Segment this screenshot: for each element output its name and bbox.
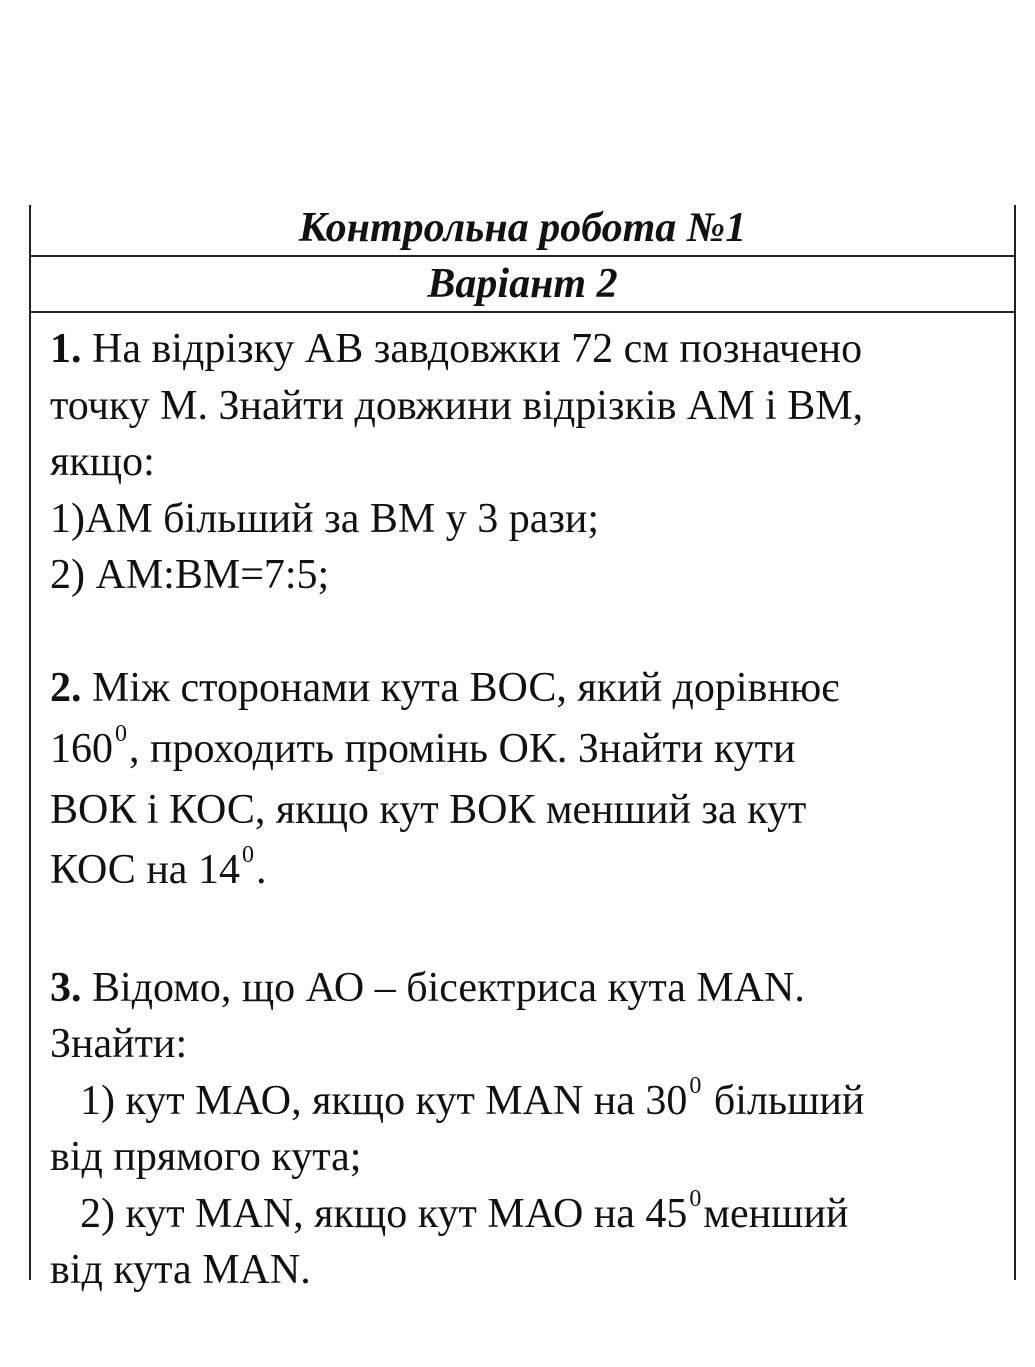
problem-1-case-2: 2) АМ:ВМ=7:5; — [50, 552, 330, 598]
problem-2: 2. Між сторонами кута ВОС, який дорівнює $160^0$, проходить промінь ОК. Знайти кути ВОК і КОС, якщо кут ВОК менший за кут КОС на $14^0$. — [50, 660, 1014, 903]
problem-1-text-line1: На відрізку АВ завдовжки 72 см позначено — [81, 326, 863, 372]
problem-2-text-line2: , проходить промінь ОК. Знайти кути — [129, 725, 796, 772]
degree-mark: 0 — [689, 1072, 702, 1099]
variant-label: Варіант 2 — [31, 257, 1014, 313]
problem-1 — [50, 321, 1014, 604]
spacer — [50, 604, 1014, 661]
spacer — [50, 903, 1014, 960]
problem-3-case-1: 1) кут МАО, якщо кут МАN на 30 — [80, 1077, 688, 1124]
degree-mark: 0 — [115, 720, 127, 747]
problem-3-text-line4: від прямого кута; — [50, 1134, 362, 1180]
problem-2-text-line3: ВОК і КОС, якщо кут ВОК менший за кут — [50, 786, 807, 833]
page-title: Контрольна робота №1 — [31, 205, 1014, 257]
problem-2-number: 2. — [50, 665, 82, 711]
test-sheet — [29, 205, 1016, 1293]
degree-mark: 0 — [689, 1185, 702, 1212]
problem-3-text-line2: Знайти: — [50, 1021, 188, 1067]
problems-list — [31, 313, 1014, 1299]
problem-3-number: 3. — [50, 964, 82, 1011]
problem-2-text-line1: Між сторонами кута ВОС, який дорівнює — [81, 665, 840, 711]
degree-mark: 0 — [241, 842, 254, 868]
problem-2-text-line4: КОС на 14 — [50, 847, 240, 893]
problem-1-text-line2: точку М. Знайти довжини відрізків АМ і ВМ, — [50, 382, 864, 429]
problem-3: 3. Відомо, що АО – бісектриса кута МАN. Знайти: 1) кут МАО, якщо кут МАN на $30^0$ більший від прямого кута; 2) кут МАN, якщо кут МАО на $45^0менший$ від кута МАN. — [50, 960, 1014, 1299]
problem-3-text-line1: Відомо, що АО – бісектриса кута МАN. — [81, 964, 805, 1011]
problem-3-case-2: 2) кут МАN, якщо кут МАО на 45 — [80, 1190, 688, 1237]
problem-1-number: 1. — [50, 326, 82, 372]
problem-2-angle-value: 160 — [50, 725, 113, 772]
problem-1-text-line3: якщо: — [50, 439, 155, 485]
problem-1-case-1: 1)АМ більший за ВМ у 3 рази; — [50, 495, 600, 542]
problem-3-text-line6: від кута МАN. — [50, 1247, 311, 1293]
